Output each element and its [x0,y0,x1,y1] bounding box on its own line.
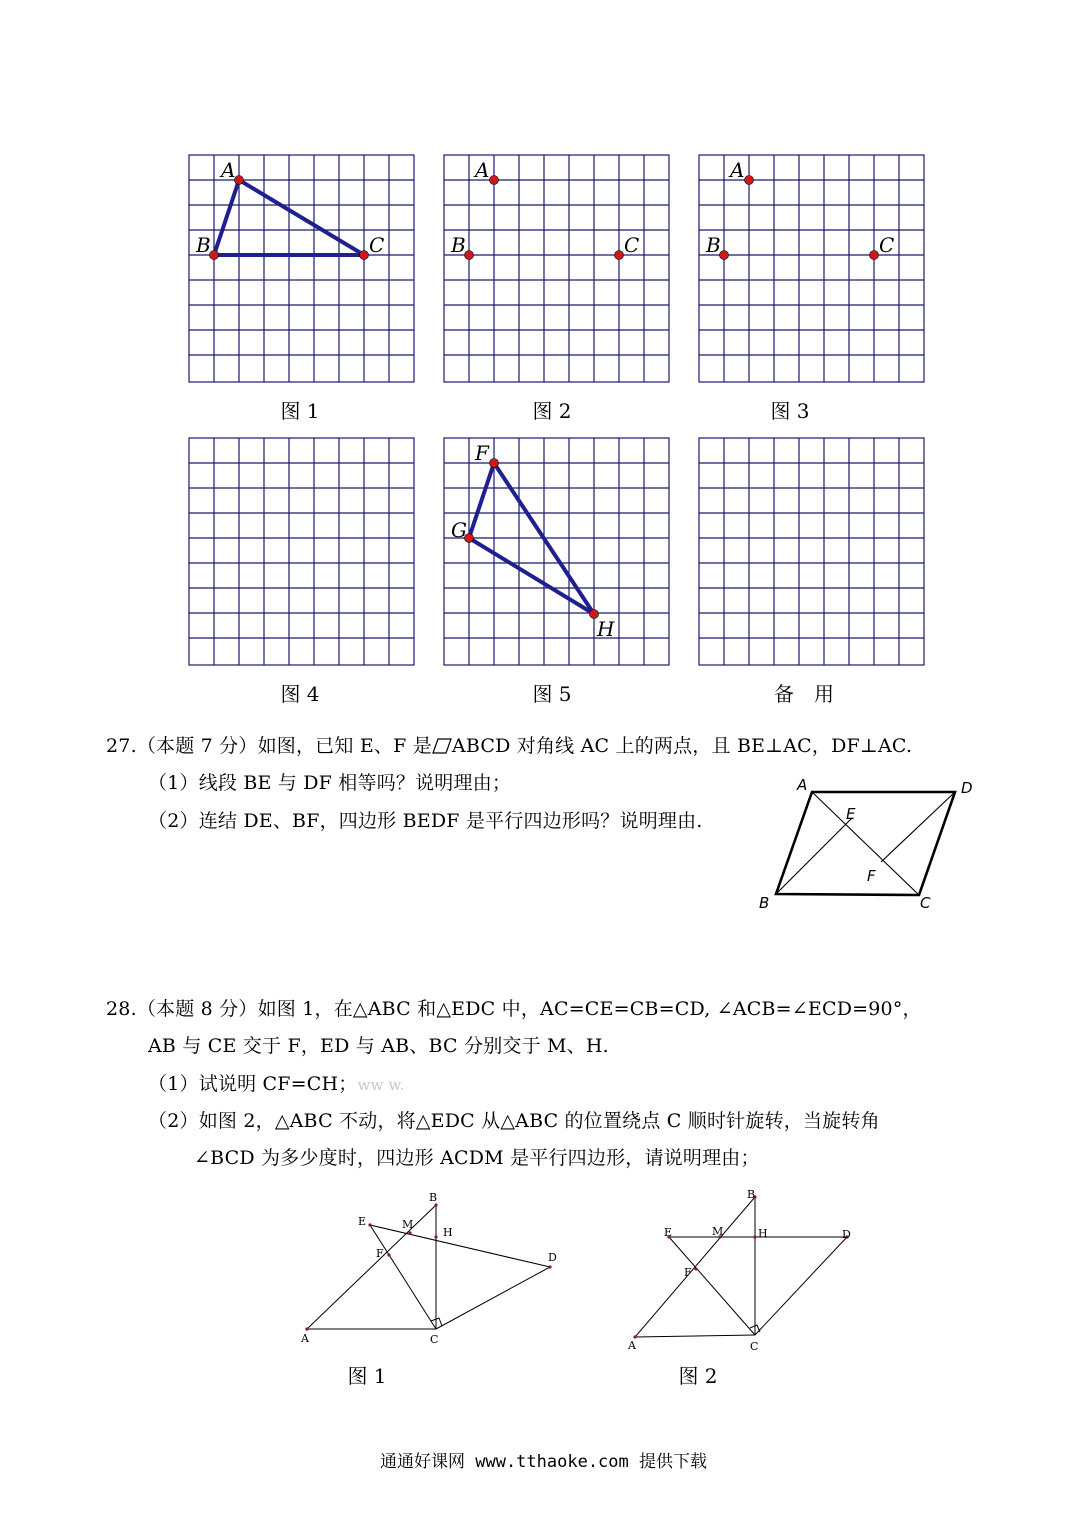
q28-part2b: ∠BCD 为多少度时，四边形 ACDM 是平行四边形，请说明理由； [194,1147,760,1169]
q27-part2: （2）连结 DE、BF，四边形 BEDF 是平行四边形吗？说明理由. [148,810,703,832]
grid-figure-2 [443,154,671,388]
q28-figure-1 [290,1185,570,1354]
q27-label-c: C [920,894,931,912]
q28-part1 [148,1069,405,1096]
q27-label-e: E [846,805,856,823]
grid-2-caption: 图 2 [532,399,572,423]
grid-figure-spare [698,437,926,671]
q27-line1-b: ABCD 对角线 AC 上的两点，且 BE⊥AC，DF⊥AC. [451,735,913,757]
grid-4-caption: 图 4 [280,682,320,706]
label-c: C [879,233,895,257]
label-a: A [475,158,490,182]
grid-figure-3 [698,154,926,388]
grid-3-svg [698,154,926,384]
grid-figure-5 [443,437,671,671]
q27-label-a: A [797,776,808,794]
grid-5-svg [443,437,671,667]
grid-2-svg [443,154,671,384]
point-b [465,251,474,260]
label-b: B [451,233,466,257]
grid-5-caption: 图 5 [532,682,572,706]
point-a [235,176,244,185]
point-b [210,251,219,260]
page-footer: 通通好课网 www.tthaoke.com 提供下载 [380,1452,707,1472]
q28-f1-label-a: A [301,1332,309,1345]
grid-1-svg [188,154,416,384]
q28-f2-label-b: B [747,1188,756,1201]
grid-4-svg [188,437,416,667]
q28-part2a: （2）如图 2，△ABC 不动，将△EDC 从△ABC 的位置绕点 C 顺时针旋转，当旋转角 [148,1110,880,1132]
q28-f2-label-f: F [684,1266,692,1279]
label-a: A [730,158,745,182]
label-f: F [475,441,489,465]
q28-f1-label-f: F [376,1247,384,1260]
q27-line1-a: 27.（本题 7 分）如图，已知 E、F 是 [106,735,432,757]
point-c [870,251,879,260]
grid-1-caption: 图 1 [280,399,320,423]
q28-f1-label-e: E [358,1215,367,1228]
q28-f1-label-h: H [443,1226,453,1239]
q27-part1: （1）线段 BE 与 DF 相等吗？说明理由； [148,772,512,794]
q28-f1-label-d: D [548,1251,557,1264]
q28-figure-1-caption: 图 1 [347,1364,387,1388]
grid-figure-4 [188,437,416,671]
grid-figure-1 [188,154,416,388]
q28-f2-label-h: H [758,1227,768,1240]
label-c: C [624,233,640,257]
q28-f1-label-c: C [430,1333,439,1346]
q28-f2-label-c: C [750,1340,759,1350]
q27-parallelogram-svg [755,772,985,914]
q28-part1-text: （1）试说明 CF=CH； [148,1073,358,1095]
q28-part1-faint: ww w. [357,1076,405,1094]
q27-label-b: B [759,894,770,912]
q28-line2: AB 与 CE 交于 F，ED 与 AB、BC 分别交于 M、H. [148,1035,609,1057]
point-a [745,176,754,185]
q28-f2-label-d: D [842,1228,851,1241]
q28-f1-label-m: M [402,1218,414,1231]
label-g: G [451,518,467,542]
q28-f2-label-e: E [664,1226,673,1239]
point-a [490,176,499,185]
q27-label-f: F [867,867,876,885]
q28-f2-label-a: A [628,1339,636,1350]
q27-figure [755,772,985,918]
q28-f2-label-m: M [712,1225,724,1238]
grid-6-svg [698,437,926,667]
point-c [615,251,624,260]
label-h: H [597,617,615,641]
label-b: B [196,233,211,257]
q28-figure-2-caption: 图 2 [678,1364,718,1388]
q27-label-d: D [961,779,973,797]
parallelogram-symbol-icon [432,738,452,754]
q28-figure-2-svg [620,1185,870,1350]
q28-line1: 28.（本题 8 分）如图 1，在△ABC 和△EDC 中，AC=CE=CB=CD, ∠ACB=∠ECD=90°， [106,998,922,1020]
q28-figure-1-svg [290,1185,570,1350]
label-a: A [221,158,236,182]
q28-f1-label-b: B [429,1191,438,1204]
grid-3-caption: 图 3 [770,399,810,423]
point-c [360,251,369,260]
q28-figure-2 [620,1185,870,1354]
point-f [490,459,499,468]
point-b [720,251,729,260]
label-b: B [706,233,721,257]
grid-6-caption: 备 用 [774,682,834,706]
label-c: C [369,233,385,257]
q27-line1 [106,731,912,758]
